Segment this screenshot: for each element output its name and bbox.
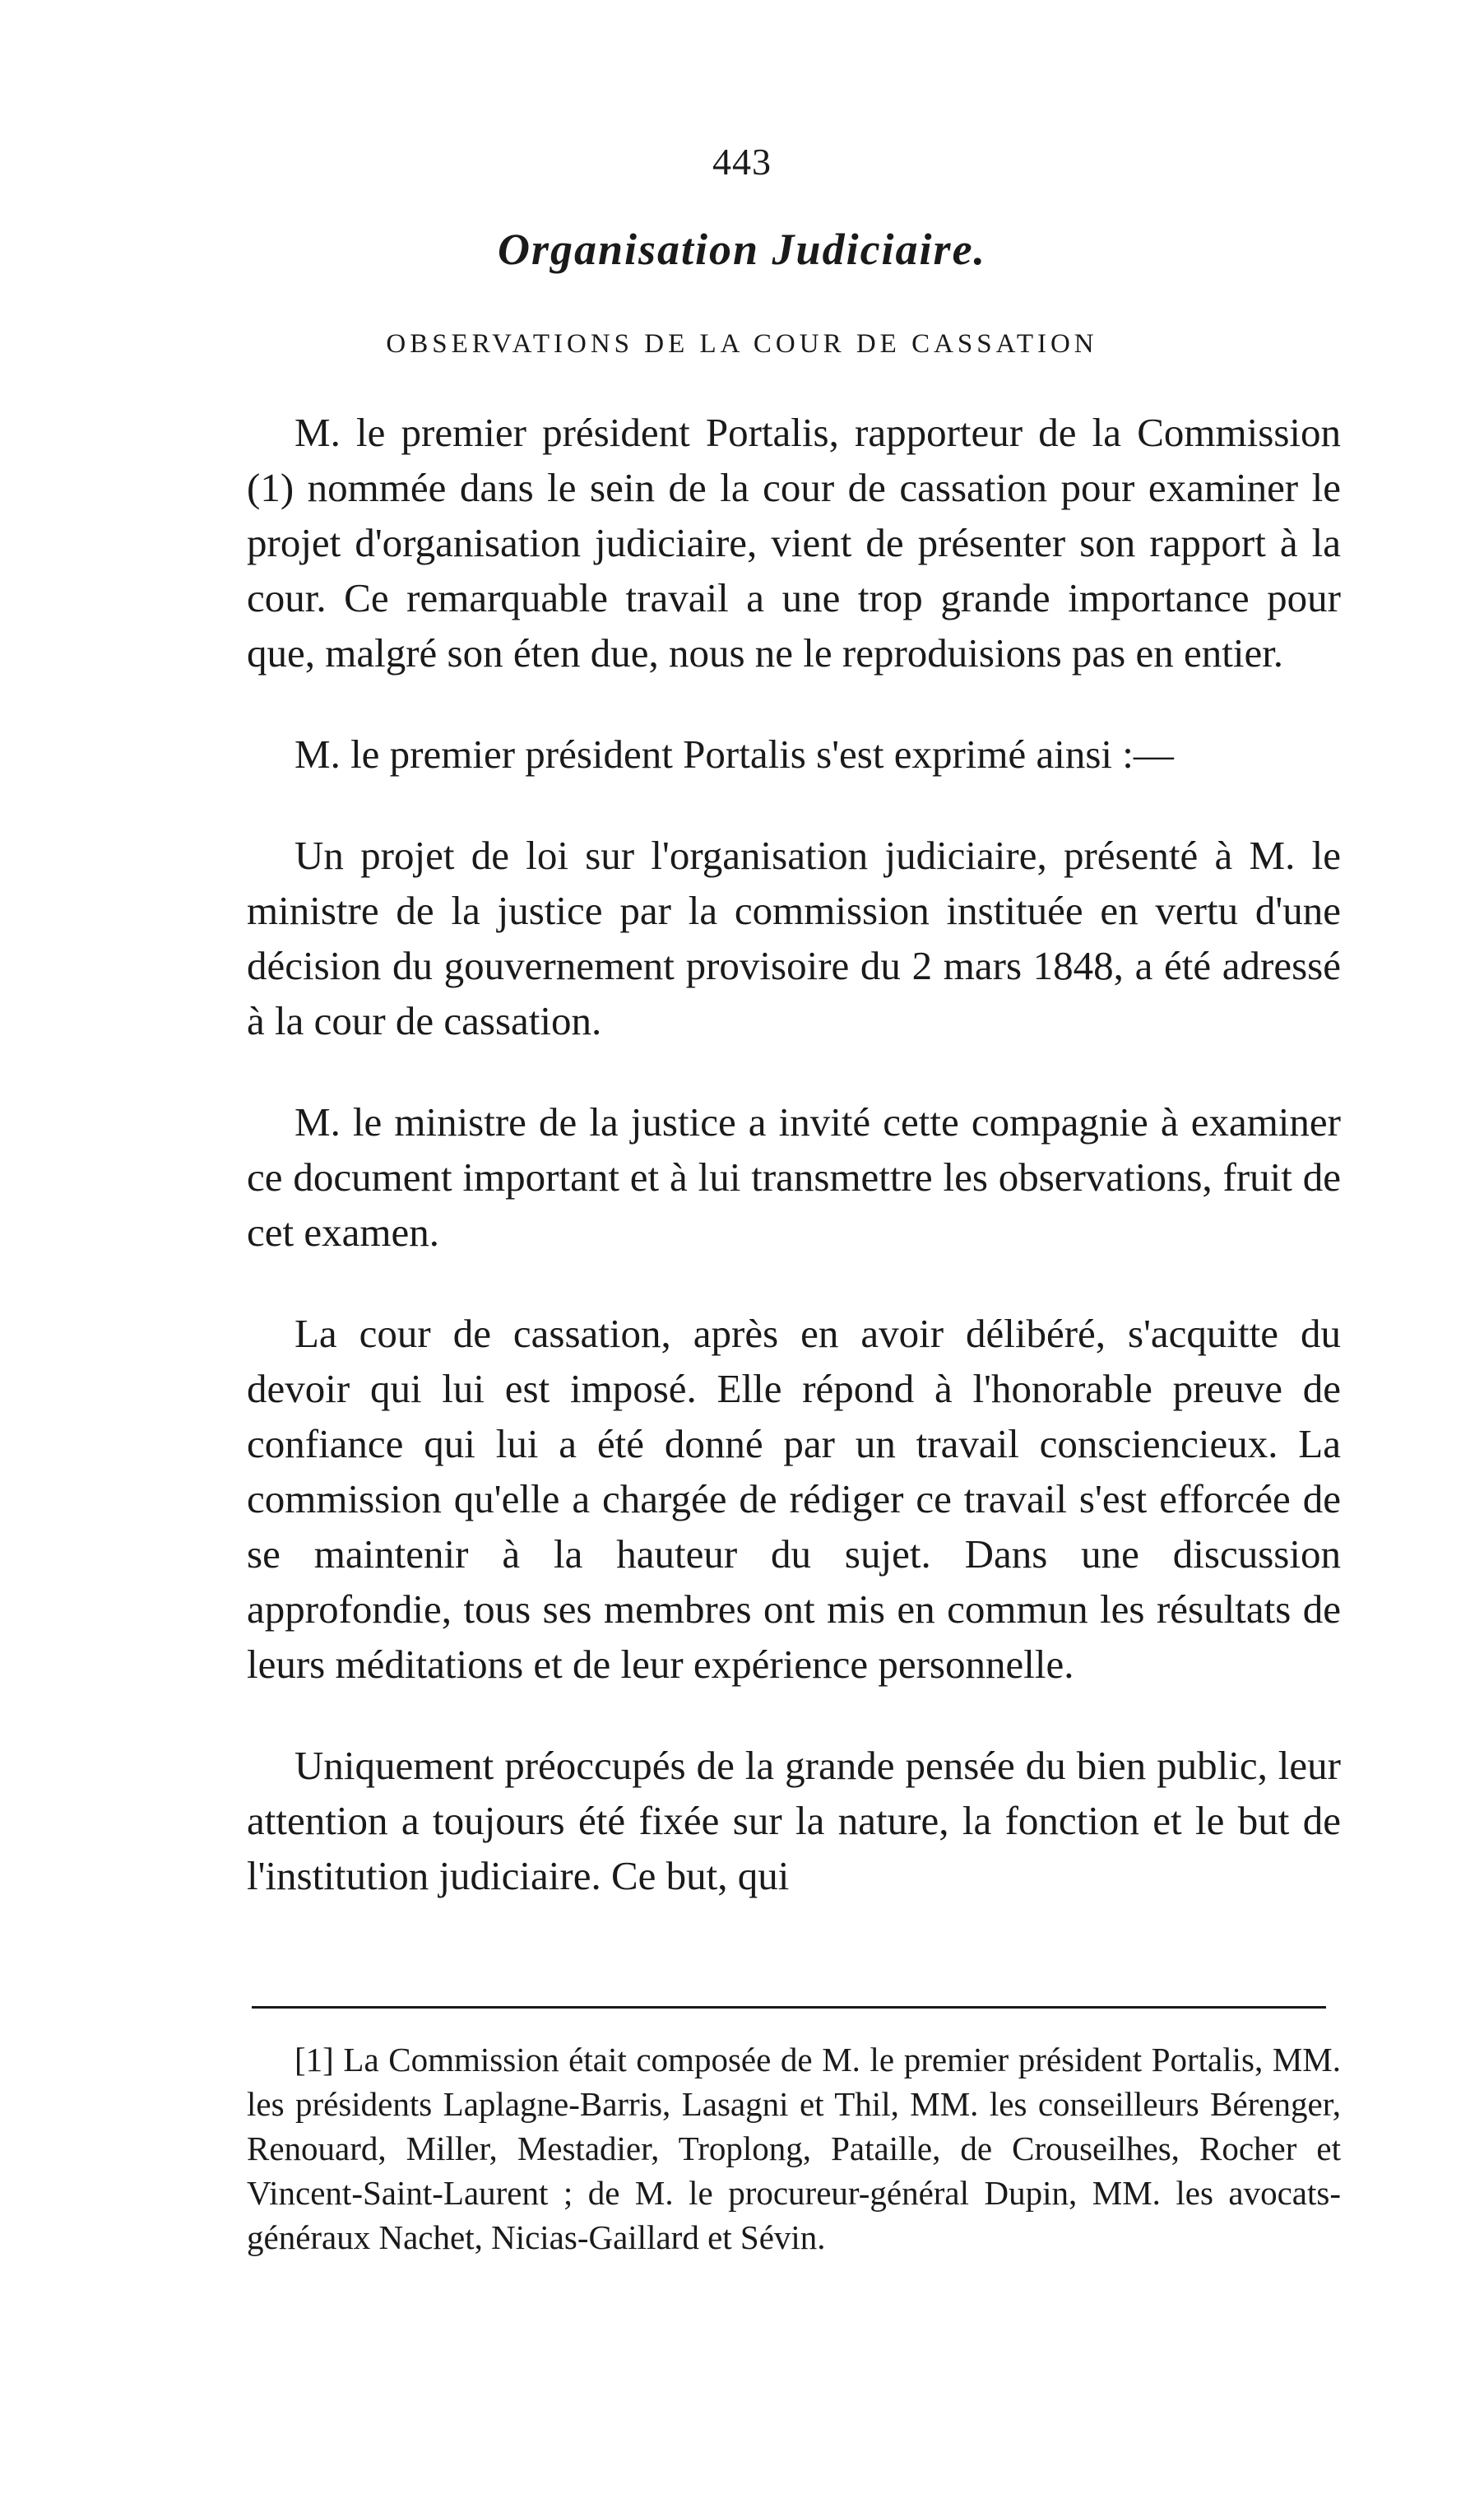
body-text <box>247 405 1341 1903</box>
footnote-divider <box>252 2006 1326 2009</box>
footnote: [1] La Commission était composée de M. le premier président Portalis, MM. les présidents Laplagne-Barris, Lasagni et Thil, MM. les conseilleurs Bérenger, Renouard, Miller, Mestadier, Troplong, Pataille, de Crouseilhes, Rocher et Vincent-Saint-Laurent ; de M. le procureur-général Dupin, MM. les avocats-généraux Nachet, Nicias-Gaillard et Sévin. <box>247 2041 1341 2256</box>
paragraph-1: M. le premier président Portalis, rapporteur de la Commission (1) nommée dans le sein de la cour de cassation pour examiner le projet d'organisation judiciaire, vient de présenter son rapport à la cour. Ce remarquable travail a une trop grande importance pour que, malgré son éten due, nous ne le reproduisions pas en entier. <box>247 410 1341 676</box>
paragraph-2: M. le premier président Portalis s'est exprimé ainsi :— <box>294 732 1174 777</box>
paragraph-4: M. le ministre de la justice a invité cette compagnie à examiner ce document important et à lui transmettre les observations, fruit de cet examen. <box>247 1099 1341 1255</box>
page-title: Organisation Judiciaire. <box>497 225 987 274</box>
paragraph-5: La cour de cassation, après en avoir délibéré, s'acquitte du devoir qui lui est imposé. Elle répond à l'honorable preuve de confiance qui lui a été donné par un travail consciencieux. La commission qu'elle a chargée de rédiger ce travail s'est efforcée de se maintenir à la hauteur du sujet. Dans une discussion approfondie, tous ses membres ont mis en commun les résultats de leurs méditations et de leur expérience personnelle. <box>247 1311 1341 1687</box>
paragraph-6: Uniquement préoccupés de la grande pensée du bien public, leur attention a toujours été fixée sur la nature, la fonction et le but de l'institution judiciaire. Ce but, qui <box>247 1743 1341 1898</box>
section-subtitle: OBSERVATIONS DE LA COUR DE CASSATION <box>386 329 1098 359</box>
paragraph-3: Un projet de loi sur l'organisation judiciaire, présenté à M. le ministre de la justice par la commission instituée en vertu d'une décision du gouvernement provisoire du 2 mars 1848, a été adressé à la cour de cassation. <box>247 833 1341 1043</box>
page-number: 443 <box>712 141 772 183</box>
